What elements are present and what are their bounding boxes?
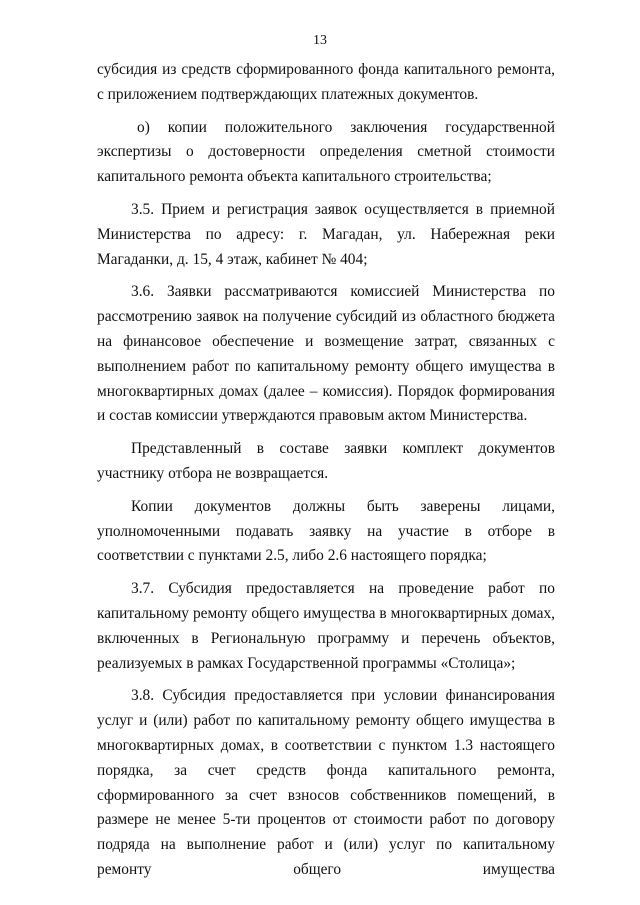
paragraph-3-8: 3.8. Субсидия предоставляется при условии финансирования услуг и (или) работ по капитальному ремонту общего имущества в многоквартирных домах, в соответствии с пунктом 1.3 настоящего порядка, за счет средств фонда капитального ремонта, сформированного за счет взносов собственников помещений, в размере не менее 5-ти процентов от стоимости работ по договору подряда на выполнение работ и (или) услуг по капитальному ремонту общего имущества bbox=[97, 687, 555, 878]
paragraph-documents-not-returned: Представленный в составе заявки комплект документов участнику отбора не возвращается. bbox=[97, 440, 555, 482]
paragraph-continuation: субсидия из средств сформированного фонда капитального ремонта, с приложением подтверждающих платежных документов. bbox=[97, 61, 555, 103]
paragraph-3-5: 3.5. Прием и регистрация заявок осуществляется в приемной Министерства по адресу: г. Магадан, ул. Набережная реки Магаданки, д. 15, 4 этаж, кабинет № 404; bbox=[97, 200, 555, 268]
paragraph-copies-certified: Копии документов должны быть заверены лицами, уполномоченными подавать заявку на участие в отборе в соответствии с пунктами 2.5, либо 2.6 настоящего порядка; bbox=[97, 497, 555, 565]
document-body bbox=[97, 58, 555, 883]
paragraph-3-7: 3.7. Субсидия предоставляется на проведение работ по капитальному ремонту общего имущества в многоквартирных домах, включенных в Региональную программу и перечень объектов, реализуемых в рамках Государственной программы «Столица»; bbox=[97, 580, 555, 672]
paragraph-item-o: о) копии положительного заключения государственной экспертизы о достоверности определения сметной стоимости капитального ремонта объекта капитального строительства; bbox=[97, 118, 555, 186]
page-number: 13 bbox=[313, 33, 327, 48]
paragraph-3-6: 3.6. Заявки рассматриваются комиссией Министерства по рассмотрению заявок на получение субсидий из областного бюджета на финансовое обеспечение и возмещение затрат, связанных с выполнением работ по капитальному ремонту общего имущества в многоквартирных домах (далее – комиссия). Порядок формирования и состав комиссии утверждаются правовым актом Министерства. bbox=[97, 283, 555, 425]
